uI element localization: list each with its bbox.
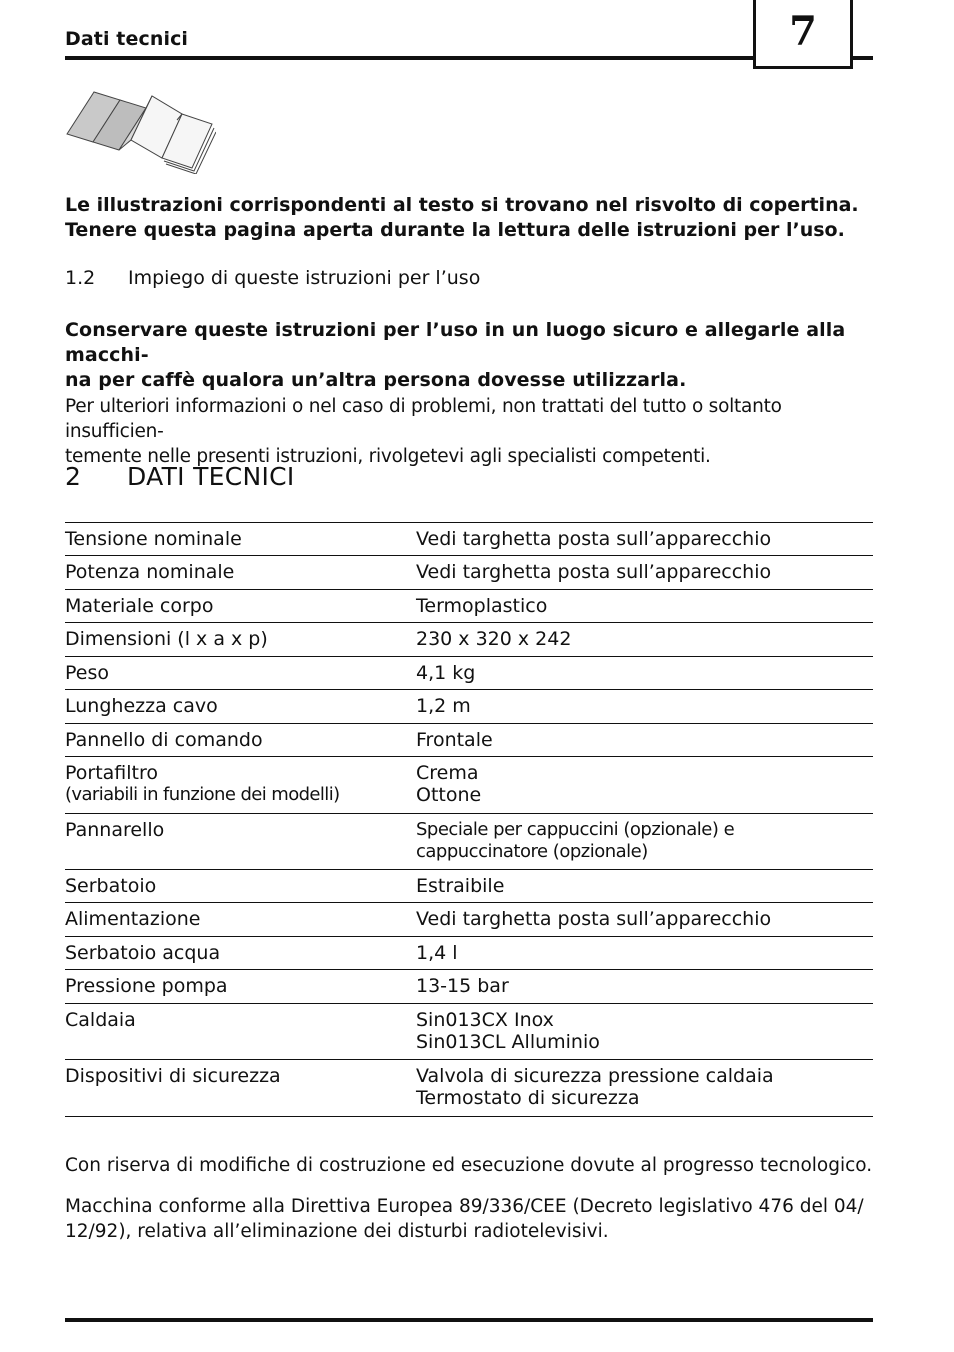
spec-value [416, 1004, 873, 1059]
spec-value-line: Ottone [416, 784, 482, 806]
spec-value [416, 623, 873, 656]
table-row [65, 1004, 873, 1060]
spec-value-line: cappuccinatore (opzionale) [416, 841, 648, 862]
directive-line-1: Macchina conforme alla Direttiva Europea 89/336/CEE (Decreto legislativo 476 del 04/ [65, 1196, 864, 1217]
spec-value-line: Estraibile [416, 875, 505, 897]
spec-sublabel: (variabili in funzione dei modelli) [65, 784, 340, 805]
spec-value [416, 903, 873, 936]
section-title: Impiego di queste istruzioni per l’uso [128, 267, 481, 289]
spec-label-text: Dispositivi di sicurezza [65, 1065, 281, 1087]
page-number-box [753, 0, 853, 69]
spec-label [65, 870, 416, 902]
spec-label [65, 814, 416, 869]
section-number: 2 [65, 462, 82, 491]
spec-label-text: Caldaia [65, 1009, 136, 1031]
page-number: 7 [789, 7, 817, 55]
spec-label-text: Alimentazione [65, 908, 201, 930]
table-row [65, 757, 873, 814]
info-line-1: Per ulteriori informazioni o nel caso di problemi, non trattati del tutto o soltanto insufficien- [65, 396, 782, 442]
spec-value-line: 4,1 kg [416, 662, 476, 684]
spec-value [416, 937, 873, 969]
spec-value-line: Vedi targhetta posta sull’apparecchio [416, 528, 772, 550]
spec-label-text: Materiale corpo [65, 595, 214, 617]
section-heading-1-2 [65, 267, 480, 289]
spec-label [65, 623, 416, 656]
info-line-2: temente nelle presenti istruzioni, rivolgetevi agli specialisti competenti. [65, 446, 711, 467]
spec-value [416, 757, 873, 813]
spec-value [416, 556, 873, 589]
directive-paragraph [65, 1194, 877, 1244]
spec-value-line: Vedi targhetta posta sull’apparecchio [416, 561, 772, 583]
spec-value-line: Frontale [416, 729, 493, 751]
section-number: 1.2 [65, 267, 96, 289]
spec-label-text: Pannarello [65, 819, 165, 841]
table-row [65, 523, 873, 556]
spec-value [416, 724, 873, 756]
intro-line-2: Tenere questa pagina aperta durante la lettura delle istruzioni per l’uso. [65, 219, 845, 241]
info-paragraph [65, 394, 877, 469]
section-heading-2 [65, 462, 295, 491]
spec-label [65, 690, 416, 723]
table-row [65, 814, 873, 870]
spec-label-text: Portafiltro [65, 762, 159, 784]
spec-label-text: Serbatoio [65, 875, 157, 897]
spec-label-text: Lunghezza cavo [65, 695, 218, 717]
table-row [65, 1060, 873, 1117]
spec-label [65, 590, 416, 622]
spec-label [65, 903, 416, 936]
spec-label-text: Pressione pompa [65, 975, 228, 997]
directive-line-2: 12/92), relativa all’eliminazione dei disturbi radiotelevisivi. [65, 1221, 609, 1242]
spec-value [416, 970, 873, 1003]
keep-notice-line-1: Conservare queste istruzioni per l’uso in un luogo sicuro e allegarle alla macchi- [65, 319, 846, 366]
spec-label-text: Tensione nominale [65, 528, 242, 550]
table-row [65, 623, 873, 657]
table-row [65, 657, 873, 690]
table-row [65, 870, 873, 903]
table-row [65, 937, 873, 970]
spec-label [65, 937, 416, 969]
reserve-note: Con riserva di modifiche di costruzione ed esecuzione dovute al progresso tecnologico. [65, 1155, 873, 1176]
technical-data-table [65, 522, 873, 1117]
spec-value-line: 1,2 m [416, 695, 471, 717]
spec-label-text: Dimensioni (l x a x p) [65, 628, 268, 650]
spec-value-line: Vedi targhetta posta sull’apparecchio [416, 908, 772, 930]
spec-label [65, 1060, 416, 1116]
spec-value [416, 690, 873, 723]
spec-value [416, 870, 873, 902]
spec-value-line: Sin013CX Inox [416, 1009, 554, 1031]
intro-line-1: Le illustrazioni corrispondenti al testo si trovano nel risvolto di copertina. [65, 194, 859, 216]
spec-label [65, 657, 416, 689]
spec-label [65, 523, 416, 555]
folded-manual-icon [64, 86, 216, 174]
spec-label [65, 1004, 416, 1059]
spec-value-line: Termostato di sicurezza [416, 1087, 640, 1109]
keep-notice-line-2: na per caffè qualora un’altra persona dovesse utilizzarla. [65, 369, 687, 391]
header-rule [65, 56, 873, 60]
section-title: DATI TECNICI [127, 462, 295, 491]
intro-paragraph [65, 193, 877, 243]
table-row [65, 690, 873, 724]
table-row [65, 556, 873, 590]
spec-value [416, 1060, 873, 1116]
spec-value-line: Termoplastico [416, 595, 548, 617]
spec-label [65, 757, 416, 813]
spec-label-text: Serbatoio acqua [65, 942, 221, 964]
table-row [65, 970, 873, 1004]
spec-value [416, 814, 873, 869]
spec-value-line: 13-15 bar [416, 975, 509, 997]
spec-value-line: Valvola di sicurezza pressione caldaia [416, 1065, 774, 1087]
table-row [65, 724, 873, 757]
spec-value [416, 657, 873, 689]
footer-rule [65, 1318, 873, 1322]
table-row [65, 590, 873, 623]
spec-label [65, 556, 416, 589]
spec-label [65, 970, 416, 1003]
spec-value [416, 590, 873, 622]
spec-value-line: 1,4 l [416, 942, 458, 964]
spec-label-text: Potenza nominale [65, 561, 235, 583]
header-title: Dati tecnici [65, 28, 189, 50]
spec-label-text: Peso [65, 662, 109, 684]
table-row [65, 903, 873, 937]
spec-label-text: Pannello di comando [65, 729, 263, 751]
spec-value-line: 230 x 320 x 242 [416, 628, 572, 650]
keep-notice-paragraph [65, 318, 877, 393]
spec-value-line: Speciale per cappuccini (opzionale) e [416, 819, 735, 840]
spec-value [416, 523, 873, 555]
spec-value-line: Sin013CL Alluminio [416, 1031, 600, 1053]
spec-value-line: Crema [416, 762, 479, 784]
spec-label [65, 724, 416, 756]
